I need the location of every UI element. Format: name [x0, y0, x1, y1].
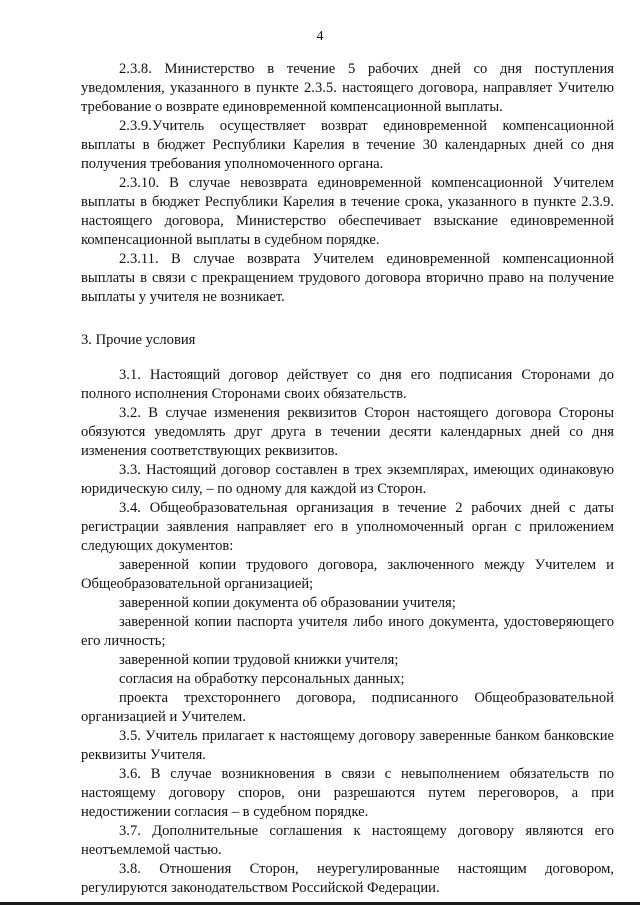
list-item-work-record-book: заверенной копии трудовой книжки учителя; — [119, 652, 399, 668]
paragraph-2-3-9: 2.3.9.Учитель осуществляет возврат единовременной компенсационной выплаты в бюджет Республики Карелия в течение 30 календарных дней со дня получения требования уполномоченного органа. — [81, 118, 614, 172]
paragraph-3-6: 3.6. В случае возникновения в связи с невыполнением обязательств по настоящему договору споров, они разрешаются путем переговоров, а при недостижении согласия – в судебном порядке. — [81, 766, 614, 820]
paragraph-3-1: 3.1. Настоящий договор действует со дня его подписания Сторонами до полного исполнения Сторонами своих обязательств. — [81, 367, 614, 402]
paragraph-3-3: 3.3. Настоящий договор составлен в трех экземплярах, имеющих одинаковую юридическую силу, – по одному для каждой из Сторон. — [81, 462, 614, 497]
page-number: 4 — [316, 29, 324, 44]
paragraph-3-7: 3.7. Дополнительные соглашения к настоящему договору являются его неотъемлемой частью. — [81, 823, 614, 858]
document-body — [81, 60, 614, 898]
paragraph-3-2: 3.2. В случае изменения реквизитов Сторон настоящего договора Стороны обязуются уведомлять друг друга в течении десяти календарных дней со дня изменения соответствующих реквизитов. — [81, 405, 614, 459]
list-item-passport: заверенной копии паспорта учителя либо иного документа, удостоверяющего его личность; — [81, 614, 614, 649]
list-item-personal-data-consent: согласия на обработку персональных данных; — [119, 671, 405, 687]
list-item-education-document: заверенной копии документа об образовании учителя; — [119, 595, 456, 611]
list-item-tripartite-contract: проекта трехстороннего договора, подписанного Общеобразовательной организацией и Учителем. — [81, 690, 614, 725]
paragraph-3-4: 3.4. Общеобразовательная организация в течение 2 рабочих дней с даты регистрации заявления направляет его в уполномоченный орган с приложением следующих документов: — [81, 500, 614, 554]
section-heading: 3. Прочие условия — [81, 332, 196, 348]
paragraph-3-5: 3.5. Учитель прилагает к настоящему договору заверенные банком банковские реквизиты Учителя. — [81, 728, 614, 763]
list-item-employment-contract: заверенной копии трудового договора, заключенного между Учителем и Общеобразовательной организацией; — [81, 557, 614, 592]
paragraph-2-3-11: 2.3.11. В случае возврата Учителем единовременной компенсационной выплаты в связи с прекращением трудового договора вторично право на получение выплаты у учителя не возникает. — [81, 251, 614, 305]
paragraph-2-3-10: 2.3.10. В случае невозврата единовременной компенсационной Учителем выплаты в бюджет Республики Карелия в течение срока, указанного в пункте 2.3.9. настоящего договора, Министерство обеспечивает взыскание единовременной компенсационной выплаты в судебном порядке. — [81, 175, 614, 248]
paragraph-2-3-8: 2.3.8. Министерство в течение 5 рабочих дней со дня поступления уведомления, указанного в пункте 2.3.5. настоящего договора, направляет Учителю требование о возврате единовременной компенсационной выплаты. — [81, 61, 614, 115]
paragraph-3-8: 3.8. Отношения Сторон, неурегулированные настоящим договором, регулируются законодательством Российской Федерации. — [81, 861, 614, 896]
